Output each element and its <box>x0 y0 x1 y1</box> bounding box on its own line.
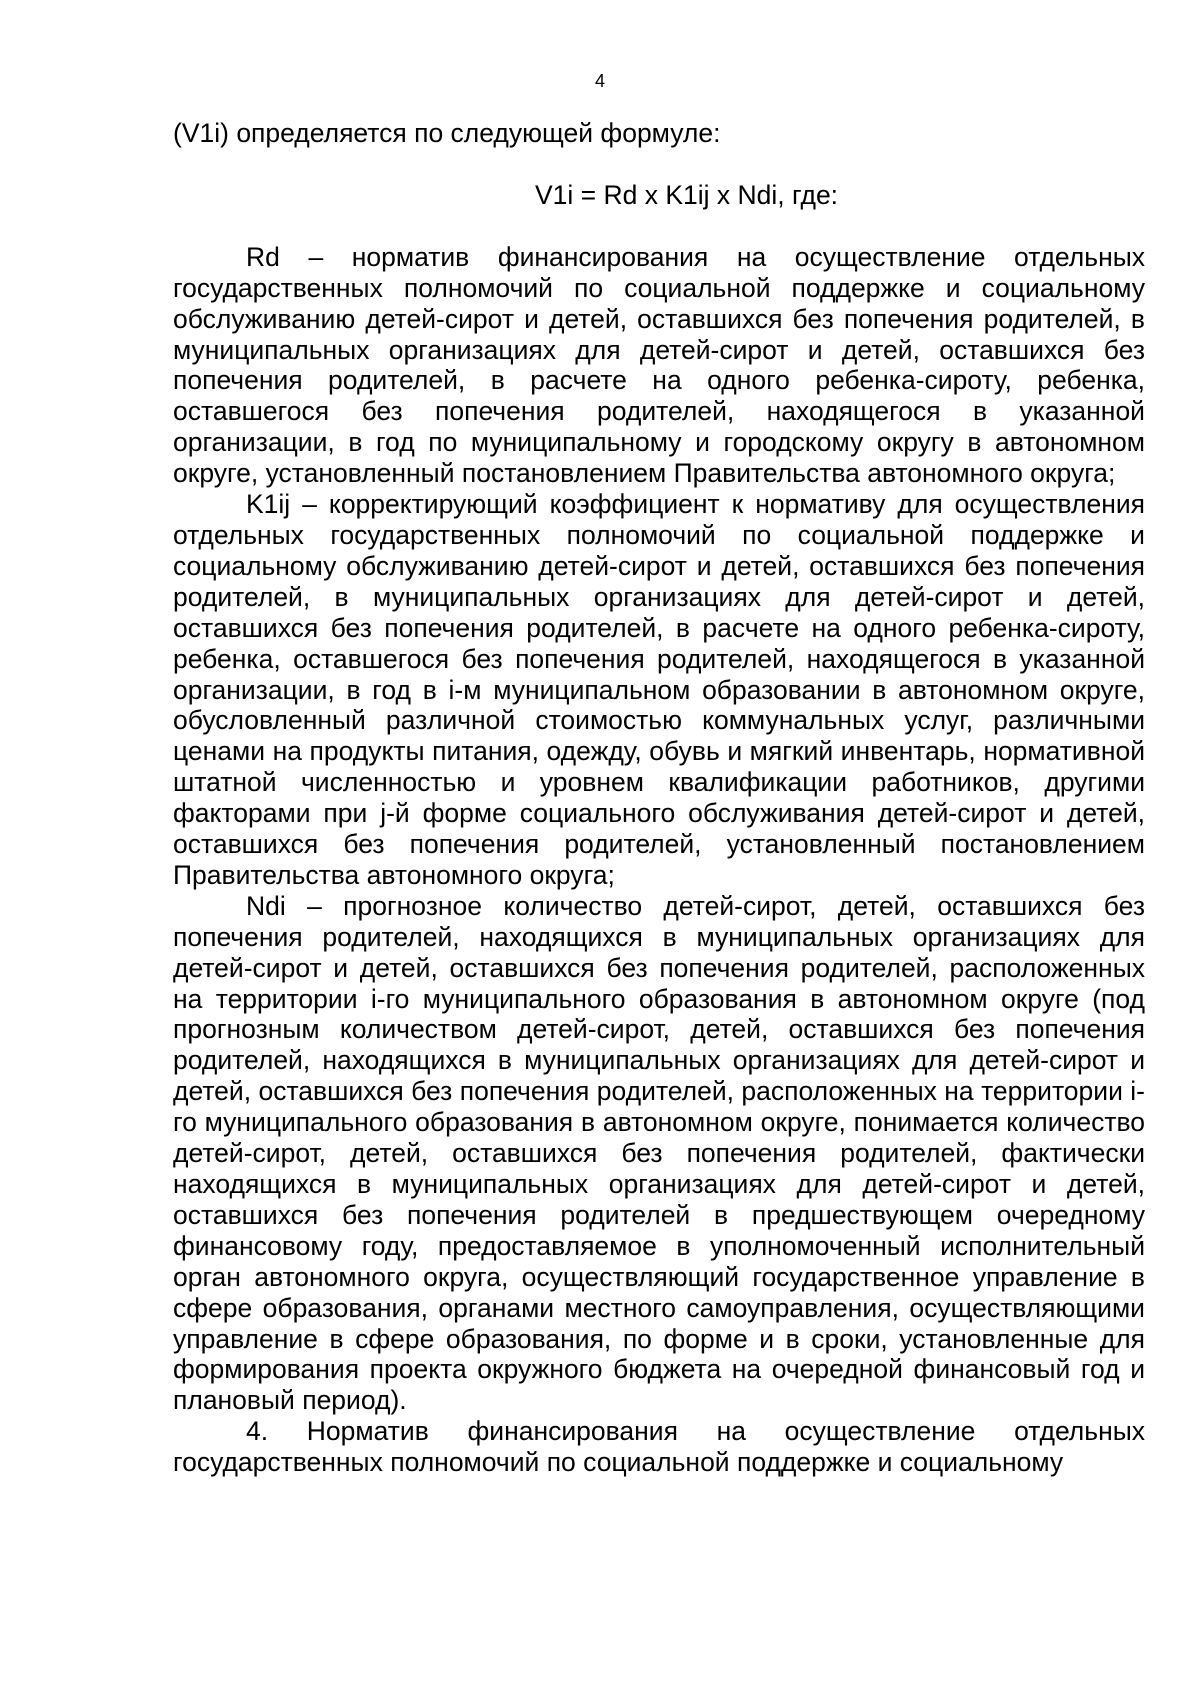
paragraph-rd-definition: Rd – норматив финансирования на осуществление отдельных государственных полномочий по социальной поддержке и социальному обслуживанию детей-сирот и детей, оставшихся без попечения родителей, в муниципальных организациях для детей-сирот и детей, оставшихся без попечения родителей, в расчете на одного ребенка-сироту, ребенка, оставшегося без попечения родителей, находящегося в указанной организации, в год по муниципальному и городскому округу в автономном округе, установленный постановлением Правительства автономного округа; <box>173 241 1145 489</box>
page-number: 4 <box>594 71 605 91</box>
paragraph-k1ij-definition: K1ij – корректирующий коэффициент к нормативу для осуществления отдельных государственных полномочий по социальной поддержке и социальному обслуживанию детей-сирот и детей, оставшихся без попечения родителей, в муниципальных организациях для детей-сирот и детей, оставшихся без попечения родителей, в расчете на одного ребенка-сироту, ребенка, оставшегося без попечения родителей, находящегося в указанной организации, в год в i-м муниципальном образовании в автономном округе, обусловленный различной стоимостью коммунальных услуг, различными ценами на продукты питания, одежду, обувь и мягкий инвентарь, нормативной штатной численностью и уровнем квалификации работников, другими факторами при j-й форме социального обслуживания детей-сирот и детей, оставшихся без попечения родителей, установленный постановлением Правительства автономного округа; <box>173 489 1145 890</box>
document-body <box>173 118 1145 1478</box>
paragraph-ndi-definition: Ndi – прогнозное количество детей-сирот, детей, оставшихся без попечения родителей, находящихся в муниципальных организациях для детей-сирот и детей, оставшихся без попечения родителей, расположенных на территории i-го муниципального образования в автономном округе (под прогнозным количеством детей-сирот, детей, оставшихся без попечения родителей, находящихся в муниципальных организациях для детей-сирот и детей, оставшихся без попечения родителей, расположенных на территории i-го муниципального образования в автономном округе, понимается количество детей-сирот, детей, оставшихся без попечения родителей, фактически находящихся в муниципальных организациях для детей-сирот и детей, оставшихся без попечения родителей в предшествующем очередному финансовому году, предоставляемое в уполномоченный исполнительный орган автономного округа, осуществляющий государственное управление в сфере образования, органами местного самоуправления, осуществляющими управление в сфере образования, по форме и в сроки, установленные для формирования проекта окружного бюджета на очередной финансовый год и плановый период). <box>173 890 1145 1416</box>
intro-line: (V1i) определяется по следующей формуле: <box>173 118 721 148</box>
formula: V1i = Rd x K1ij x Ndi, где: <box>535 179 839 210</box>
paragraph-item-4: 4. Норматив финансирования на осуществление отдельных государственных полномочий по социальной поддержке и социальному <box>173 1416 1145 1478</box>
